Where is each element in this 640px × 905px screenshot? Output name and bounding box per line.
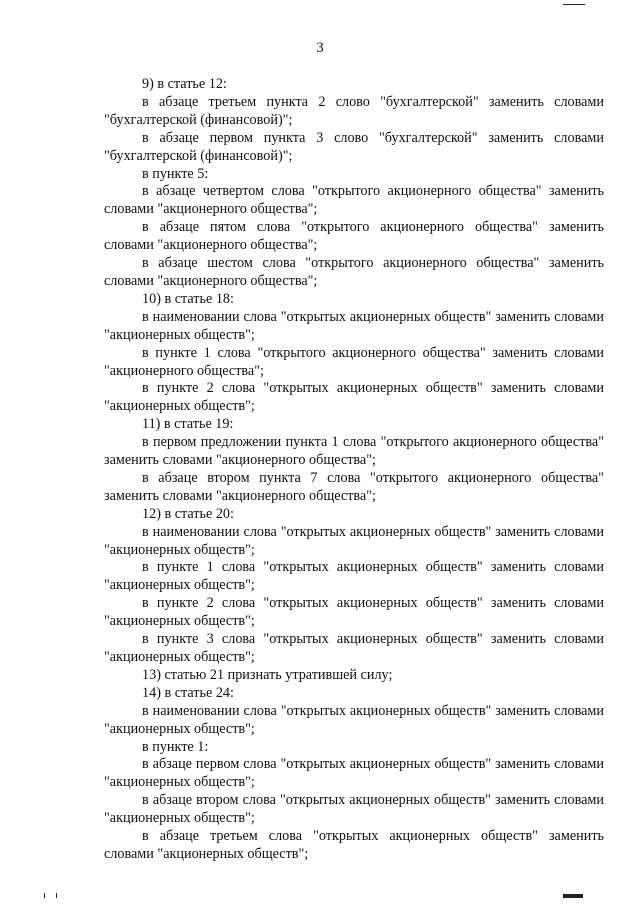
paragraph: в абзаце втором слова "открытых акционерных обществ" заменить словами "акционерных обществ"; <box>104 792 604 827</box>
paragraph: в первом предложении пункта 1 слова "открытого акционерного общества" заменить словами "акционерного общества"; <box>104 434 604 469</box>
paragraph-item-14: 14) в статье 24: <box>142 684 234 701</box>
paragraph: в абзаце пятом слова "открытого акционерного общества" заменить словами "акционерного общества"; <box>104 219 604 254</box>
paragraph-item-9: 9) в статье 12: <box>142 76 227 92</box>
paragraph: в пункте 1: <box>142 738 209 755</box>
paragraph: в абзаце втором пункта 7 слова "открытого акционерного общества" заменить словами "акционерного общества"; <box>104 469 604 504</box>
paragraph-item-12: 12) в статье 20: <box>142 505 234 522</box>
paragraph: в абзаце четвертом слова "открытого акционерного общества" заменить словами "акционерного общества"; <box>104 183 604 218</box>
paragraph: в абзаце первом слова "открытых акционерных обществ" заменить словами "акционерных обществ"; <box>104 756 604 791</box>
document-body <box>104 76 604 864</box>
paragraph: в абзаце шестом слова "открытого акционерного общества" заменить словами "акционерного общества"; <box>104 255 604 289</box>
paragraph: в абзаце третьем слова "открытых акционерных обществ" заменить словами "акционерных обществ"; <box>104 828 604 862</box>
paragraph: в абзаце третьем пункта 2 слово "бухгалтерской" заменить словами "бухгалтерской (финансовой)"; <box>104 93 604 128</box>
paragraph: в пункте 2 слова "открытых акционерных обществ" заменить словами "акционерных обществ"; <box>104 595 604 630</box>
paragraph: в пункте 5: <box>142 165 209 182</box>
scan-artifact-bottom-left <box>44 893 45 898</box>
page-number: 3 <box>316 40 324 56</box>
paragraph: в пункте 1 слова "открытых акционерных обществ" заменить словами "акционерных обществ"; <box>104 559 604 594</box>
paragraph: в пункте 2 слова "открытых акционерных обществ" заменить словами "акционерных обществ"; <box>104 380 604 415</box>
paragraph: в абзаце первом пункта 3 слово "бухгалтерской" заменить словами "бухгалтерской (финансовой)"; <box>104 129 604 164</box>
scan-artifact-bottom-left <box>56 893 57 898</box>
paragraph: в наименовании слова "открытых акционерных обществ" заменить словами "акционерных обществ"; <box>104 308 604 343</box>
paragraph-item-11: 11) в статье 19: <box>142 416 234 433</box>
paragraph: в пункте 3 слова "открытых акционерных обществ" заменить словами "акционерных обществ"; <box>104 631 604 665</box>
scan-artifact-top <box>563 4 585 5</box>
scan-artifact-bottom-right <box>563 894 583 898</box>
paragraph-item-13: 13) статью 21 признать утратившей силу; <box>142 666 393 683</box>
paragraph-item-10: 10) в статье 18: <box>142 290 234 307</box>
paragraph: в наименовании слова "открытых акционерных обществ" заменить словами "акционерных обществ"; <box>104 702 604 737</box>
paragraph: в пункте 1 слова "открытого акционерного общества" заменить словами "акционерного общества"; <box>104 344 604 379</box>
paragraph: в наименовании слова "открытых акционерных обществ" заменить словами "акционерных обществ"; <box>104 523 604 558</box>
